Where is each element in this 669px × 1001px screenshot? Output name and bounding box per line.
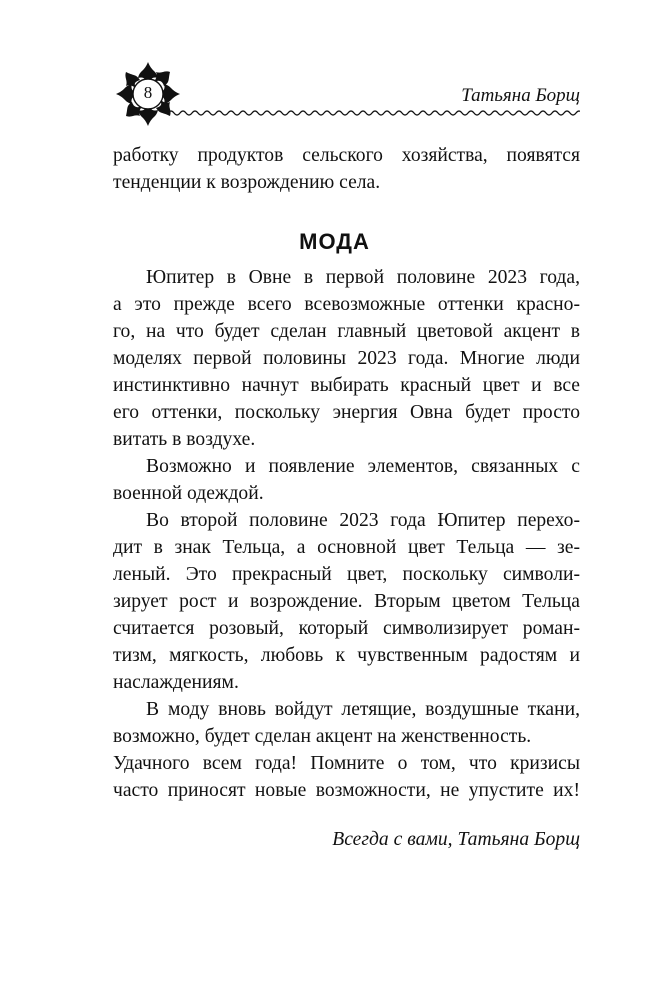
paragraph-1: [113, 264, 580, 453]
page-header: [0, 0, 669, 140]
text-line: дит в знак Тельца, а основной цвет Тельца — зе-: [113, 537, 580, 558]
section-title: МОДА: [299, 229, 370, 254]
paragraph-2: [113, 453, 580, 507]
text-line: тенденции к возрождению села.: [113, 172, 381, 193]
signature: Всегда с вами, Татьяна Борщ: [332, 829, 580, 850]
closing-paragraph: [113, 750, 580, 804]
text-line: Во второй половине 2023 года Юпитер перехо-: [146, 510, 580, 531]
text-line: тизм, мягкость, любовь к чувственным радостям и: [113, 645, 580, 666]
text-line: Возможно и появление элементов, связанных с: [146, 456, 580, 477]
text-line: наслаждениям.: [113, 672, 239, 693]
text-line: леный. Это прекрасный цвет, поскольку символи-: [113, 564, 580, 585]
page-number: 8: [143, 83, 153, 102]
paragraph-3: [113, 507, 580, 696]
text-line: возможно, будет сделан акцент на женственность.: [113, 726, 532, 747]
text-line: а это прежде всего всевозможные оттенки красно-: [113, 294, 580, 315]
text-line: витать в воздухе.: [113, 429, 256, 450]
text-line: зирует рост и возрождение. Вторым цветом Тельца: [113, 591, 580, 612]
text-line: го, на что будет сделан главный цветовой акцент в: [113, 321, 580, 342]
text-line: военной одеждой.: [113, 483, 264, 504]
intro-paragraph: [113, 142, 580, 196]
text-line: В моду вновь войдут летящие, воздушные ткани,: [146, 699, 580, 720]
paragraph-4: [113, 696, 580, 750]
running-head-author: Татьяна Борщ: [461, 85, 580, 106]
header-wave-rule: [168, 108, 580, 118]
text-line: инстинктивно начнут выбирать красный цвет и все: [113, 375, 580, 396]
text-line: считается розовый, который символизирует роман-: [113, 618, 580, 639]
text-line: часто приносят новые возможности, не упустите их!: [113, 780, 580, 801]
text-line: Юпитер в Овне в первой половине 2023 года,: [146, 267, 580, 288]
section-body: [113, 264, 580, 750]
text-line: его оттенки, поскольку энергия Овна будет просто: [113, 402, 580, 423]
text-line: Удачного всем года! Помните о том, что кризисы: [113, 753, 580, 774]
text-line: работку продуктов сельского хозяйства, появятся: [113, 145, 580, 166]
text-line: моделях первой половины 2023 года. Многие люди: [113, 348, 580, 369]
